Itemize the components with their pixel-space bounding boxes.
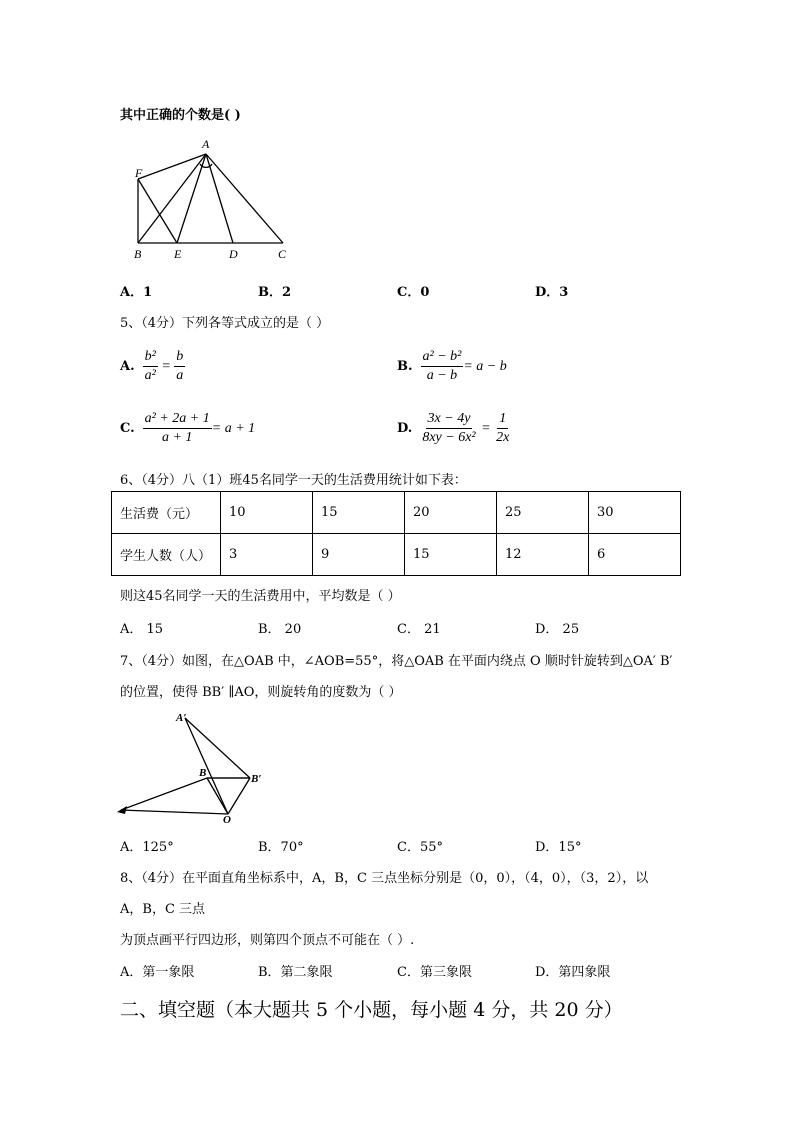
line-a-prime-b-prime	[185, 718, 250, 778]
table-cell: 6	[589, 534, 681, 576]
label-a-prime: A′	[176, 712, 187, 724]
q5-stem: 5、（4分）下列各等式成立的是（ ）	[120, 316, 330, 331]
q5-b-lhs: $\frac{\text{a² − b²}}{a - b}$	[422, 349, 462, 383]
label-b-prime: B′	[251, 773, 262, 785]
q6-stem: 6、（4分）八（1）班45名同学一天的生活费用统计如下表：	[120, 473, 467, 488]
table-cell: 9	[313, 534, 405, 576]
table-cell: 20	[405, 492, 497, 534]
q7-line2: 的位置，使得 BB′ ∥AO，则旋转角的度数为（ ）	[120, 685, 402, 700]
q6-option-b[interactable]: B． 20	[258, 622, 302, 637]
q5-d-lhs: $\frac{3x - 4y}{\text{8xy − 6x²}}$	[422, 411, 476, 445]
label-d: D	[229, 247, 238, 261]
q4-option-c[interactable]: C．0	[397, 285, 430, 300]
q4-stem: 其中正确的个数是( )	[120, 108, 241, 123]
q7-option-c[interactable]: C．55°	[397, 840, 443, 855]
table-cell: 15	[313, 492, 405, 534]
table-row	[112, 492, 681, 534]
table-cell: 12	[497, 534, 589, 576]
q4-option-a[interactable]: A．1	[120, 285, 153, 300]
line-ab	[138, 154, 206, 243]
q5-d-rhs: $\frac{1}{2x}$	[496, 411, 510, 445]
table-cell: 3	[221, 534, 313, 576]
q6-option-c[interactable]: C． 21	[397, 622, 441, 637]
q5-option-d-label: D.	[397, 421, 413, 436]
q5-option-d[interactable]: D. $\frac{3x - 4y}{\text{8xy − 6x²}}$ = $\frac{1}{2x}$	[397, 411, 510, 445]
q7-option-d[interactable]: D．15°	[535, 840, 582, 855]
q8-option-a[interactable]: A．第一象限	[120, 965, 195, 980]
q6-question: 则这45名同学一天的生活费用中，平均数是（ ）	[120, 589, 401, 604]
q5-option-b[interactable]	[397, 348, 507, 385]
table-row	[112, 534, 681, 576]
label-f: F	[135, 166, 143, 180]
line-ad	[206, 154, 233, 243]
table-cell: 30	[589, 492, 681, 534]
q5-c-lhs: $\frac{\text{a² + 2a + 1}}{a + 1}$	[144, 411, 210, 445]
q6-option-a[interactable]: A． 15	[120, 622, 164, 637]
label-e: E	[174, 247, 182, 261]
line-ao	[121, 810, 228, 814]
table-cell: 生活费（元）	[112, 492, 221, 534]
line-ab	[121, 778, 207, 810]
q5-a-lhs: $\frac{\text{b²}}{\text{a²}}$	[144, 349, 156, 383]
q5-option-b-label: B.	[397, 359, 413, 374]
label-a: A	[202, 137, 210, 151]
q7-figure	[115, 708, 270, 823]
q7-option-a[interactable]: A．125°	[120, 840, 174, 855]
q4-option-d[interactable]: D．3	[535, 285, 569, 300]
table-cell: 10	[221, 492, 313, 534]
label-c: C	[278, 247, 287, 261]
q8-option-d[interactable]: D．第四象限	[535, 965, 611, 980]
q8-line2: A，B，C 三点	[120, 902, 206, 917]
line-fe	[138, 179, 177, 243]
section2-title: 二、填空题（本大题共 5 个小题，每小题 4 分，共 20 分）	[120, 999, 623, 1021]
q8-line3: 为顶点画平行四边形，则第四个顶点不可能在（ ）.	[120, 933, 415, 948]
q5-c-rhs: = a + 1	[211, 420, 256, 436]
table-cell: 15	[405, 534, 497, 576]
q5-b-rhs: = a − b	[463, 358, 507, 374]
label-b: B	[199, 767, 207, 779]
q4-option-b[interactable]: B．2	[258, 285, 292, 300]
q5-option-a[interactable]: A. $\frac{\text{b²}}{\text{a²}}$ = $\frac{b}{a}$	[120, 349, 184, 383]
q5-option-a-label: A.	[120, 359, 135, 374]
q6-option-d[interactable]: D． 25	[535, 622, 580, 637]
arrow-a	[117, 806, 127, 814]
q5-option-c-label: C.	[120, 421, 135, 436]
label-o: O	[223, 814, 231, 823]
table-cell: 学生人数（人）	[112, 534, 221, 576]
q8-option-c[interactable]: C．第三象限	[397, 965, 472, 980]
q6-table	[111, 491, 681, 576]
line-ac	[206, 154, 283, 243]
q5-a-rhs: $\frac{b}{a}$	[176, 349, 184, 383]
line-b-prime-o	[228, 778, 250, 814]
line-a-prime-o	[185, 718, 228, 814]
line-ae	[177, 154, 206, 243]
q7-line1: 7、（4分）如图，在△OAB 中，∠AOB=55°，将△OAB 在平面内绕点 O 顺时针旋转到△OA′ B′	[120, 654, 673, 669]
table-cell: 25	[497, 492, 589, 534]
line-bo	[207, 778, 228, 814]
q5-option-c[interactable]	[120, 410, 255, 447]
q8-line1: 8、（4分）在平面直角坐标系中，A，B，C 三点坐标分别是（0，0），（4，0），（3，2），以	[120, 871, 649, 886]
q4-figure	[128, 136, 298, 264]
label-b: B	[134, 247, 142, 261]
q7-option-b[interactable]: B．70°	[258, 840, 304, 855]
q8-option-b[interactable]: B．第二象限	[258, 965, 333, 980]
